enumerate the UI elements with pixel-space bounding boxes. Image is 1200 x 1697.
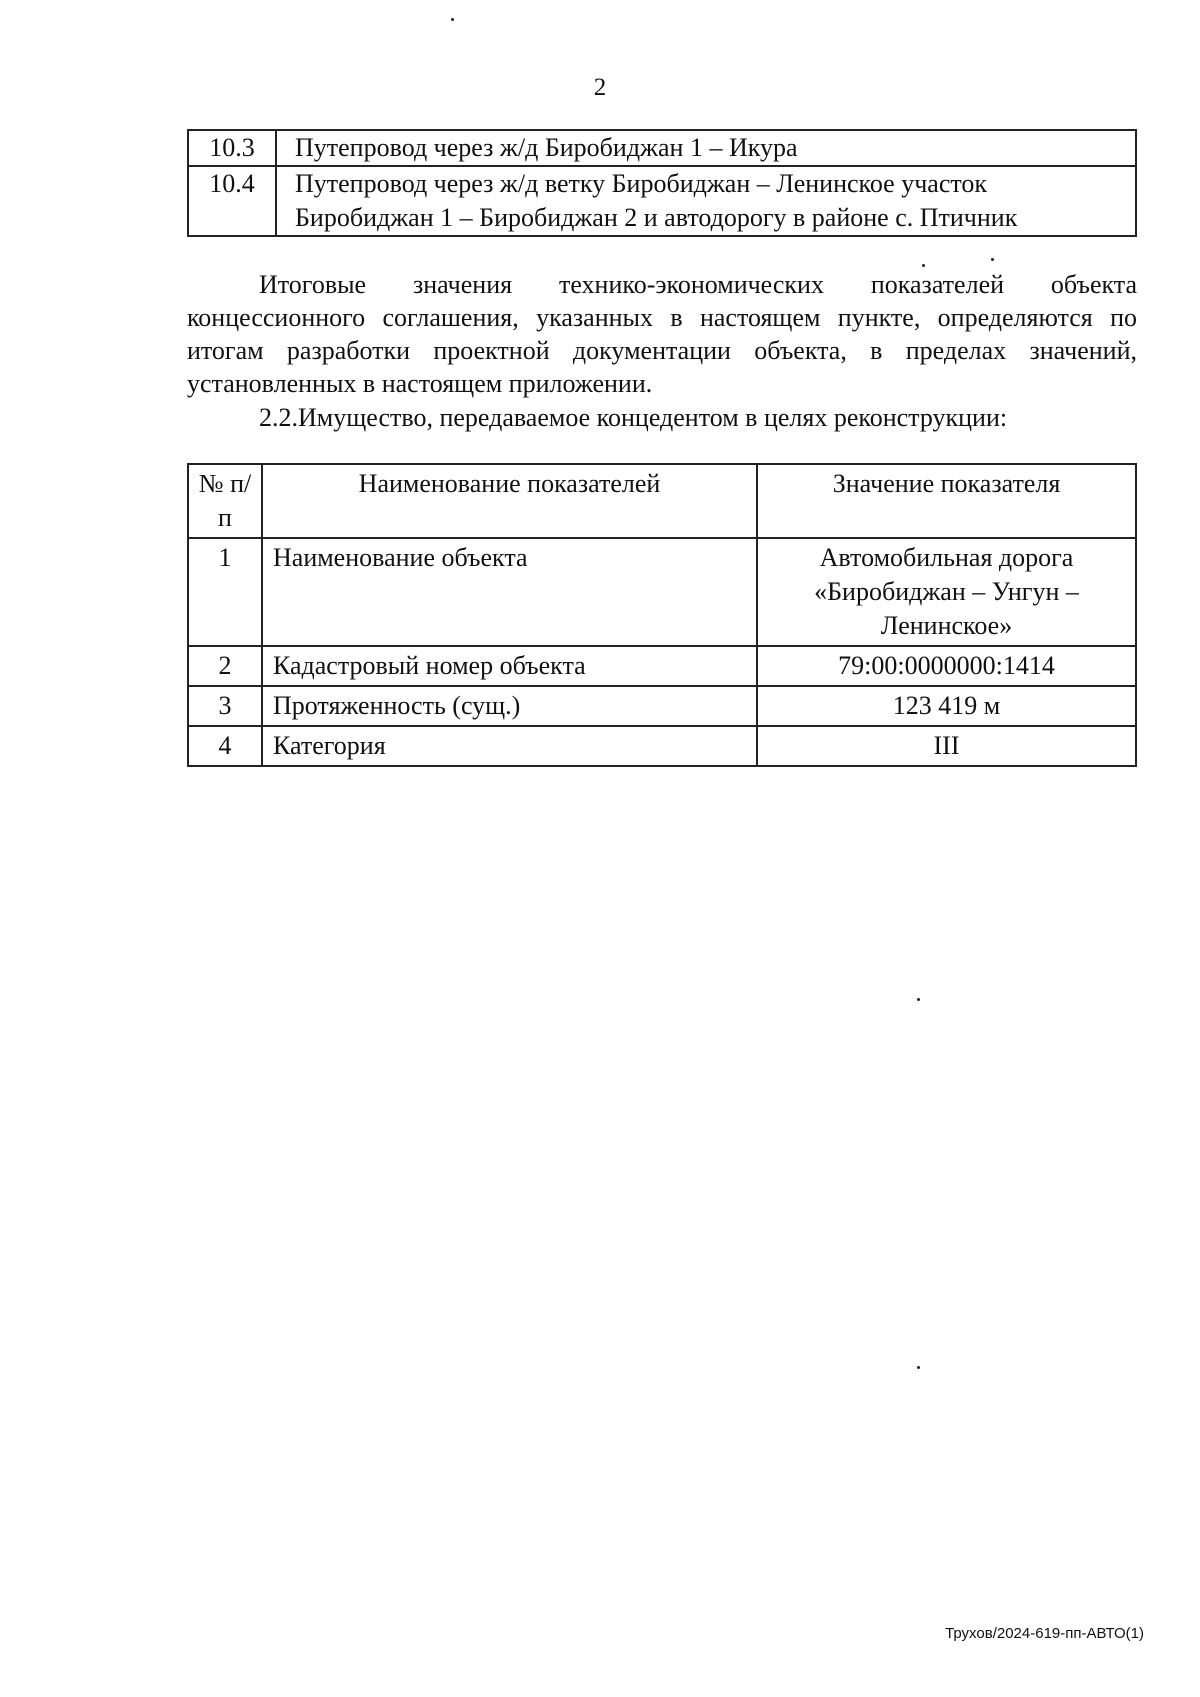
scan-speck [451,18,454,21]
indicator-name: Кадастровый номер объекта [262,646,757,686]
indicator-value: III [757,726,1136,766]
row-number: 1 [188,538,262,646]
scan-speck [991,258,994,261]
indicator-name: Категория [262,726,757,766]
indicator-value: 79:00:0000000:1414 [757,646,1136,686]
indicator-value: 123 419 м [757,686,1136,726]
row-number: 3 [188,686,262,726]
header-number: № п/п [188,464,262,538]
row-number: 4 [188,726,262,766]
row-number: 2 [188,646,262,686]
table-row [188,646,1136,686]
indicator-value: Автомобильная дорога «Биробиджан – Унгун – Ленинское» [757,538,1136,646]
scan-speck [922,264,925,267]
scan-speck [917,998,920,1001]
header-indicator-value: Значение показателя [757,464,1136,538]
objects-table-continuation [187,129,1137,237]
paragraph-section-2-2: 2.2.Имущество, передаваемое концедентом в целях реконструкции: [259,403,1008,432]
indicator-name: Протяженность (сущ.) [262,686,757,726]
paragraph-final-values: Итоговые значения технико-экономических показателей объекта концессионного соглашения, указанных в настоящем пункте, определяются по итогам разработки проектной документации объекта, в пределах значений, установленных в настоящем приложении. [187,270,1137,398]
scan-speck [917,1366,920,1369]
table-header-row [188,464,1136,538]
page-number: 2 [593,74,607,101]
table-row [188,130,1136,166]
table-row [188,538,1136,646]
row-number: 10.4 [188,166,276,236]
table-row [188,686,1136,726]
header-indicator-name: Наименование показателей [262,464,757,538]
row-text: Путепровод через ж/д ветку Биробиджан – Ленинское участок Биробиджан 1 – Биробиджан 2 и автодорогу в районе с. Птичник [276,166,1136,236]
row-number: 10.3 [188,130,276,166]
document-code: Трухов/2024-619-пп-АВТО(1) [945,1625,1144,1642]
row-text: Путепровод через ж/д Биробиджан 1 – Икура [276,130,1136,166]
table-row [188,726,1136,766]
indicator-name: Наименование объекта [262,538,757,646]
table-row [188,166,1136,236]
property-indicators-table [187,463,1137,767]
